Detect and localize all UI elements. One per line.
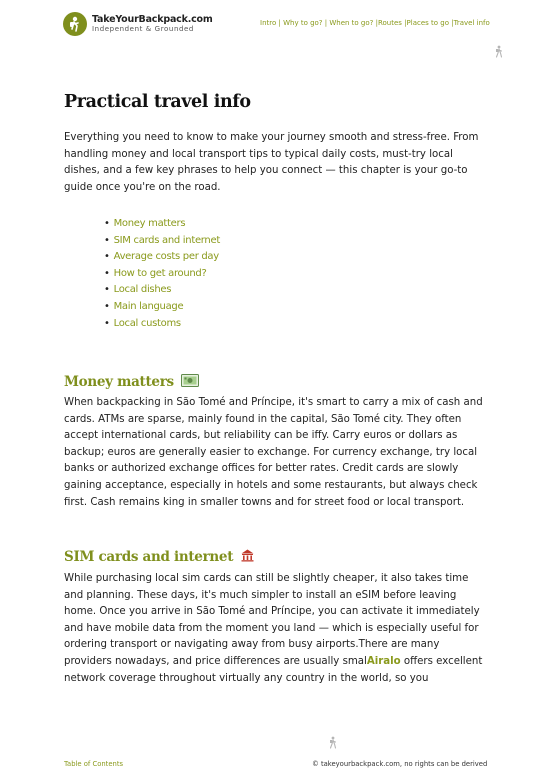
list-item	[104, 233, 220, 250]
nav-link-why-to-go[interactable]: Why to go?	[283, 19, 323, 27]
sim-text-before: While purchasing local sim cards can still be slightly cheaper, it also takes time and planning. These days, it's much simpler to install an eSIM before leaving home. Once you arrive in São Tomé and Príncipe, you can activate it immediately and have mobile data from the moment you land — which is especially useful for ordering transport or navigating away from busy airports.There are many providers nowadays, and price differences are usually smal	[64, 573, 480, 667]
toc-link-sim-cards[interactable]: SIM cards and internet	[113, 234, 220, 246]
list-item	[104, 216, 220, 233]
list-item	[104, 316, 220, 333]
nav-link-places-to-go[interactable]: Places to go	[406, 19, 449, 27]
section-list	[104, 216, 220, 332]
brand-logo-icon[interactable]	[63, 12, 87, 36]
money-section-heading	[64, 374, 199, 391]
toc-link-local-customs[interactable]: Local customs	[113, 317, 181, 329]
sim-text-after: offers excellent network coverage throughout virtually any country in the world, so you	[64, 655, 483, 684]
toc-link-main-language[interactable]: Main language	[113, 300, 184, 312]
sim-paragraph	[64, 571, 489, 687]
toc-link-money-matters[interactable]: Money matters	[113, 218, 186, 229]
nav-link-travel-info[interactable]: Travel info	[453, 19, 490, 27]
toc-link-average-costs[interactable]: Average costs per day	[113, 251, 219, 263]
toc-link-get-around[interactable]: How to get around?	[113, 267, 207, 279]
page-header	[0, 0, 550, 60]
nav-link-routes[interactable]: Routes	[377, 19, 402, 27]
intro-paragraph: Everything you need to know to make your journey smooth and stress-free. From handling money and local transport tips to typical daily costs, must-try local dishes, and a few key phrases to help you connect — this chapter is your go-to guide once you're on the road.	[64, 132, 479, 193]
nav-link-intro[interactable]: Intro	[260, 19, 277, 27]
sim-heading-text: SIM cards and internet	[64, 549, 234, 565]
money-heading-text: Money matters	[64, 374, 174, 390]
brand-tagline: Independent & Grounded	[92, 25, 194, 33]
hiker-icon	[494, 45, 504, 63]
list-item	[104, 299, 220, 316]
brand-name[interactable]: TakeYourBackpack.com	[92, 14, 213, 25]
footer-copyright: © takeyourbackpack.com, no rights can be derived	[312, 760, 488, 768]
bank-icon	[241, 549, 254, 566]
table-of-contents-link[interactable]: Table of Contents	[64, 760, 124, 768]
toc-link-local-dishes[interactable]: Local dishes	[113, 284, 172, 296]
money-paragraph: When backpacking in São Tomé and Príncipe, it's smart to carry a mix of cash and cards. ATMs are sparse, mainly found in the capital, São Tomé city. They often accept international cards, but reliability can be iffy. Carry euros or dollars as backup; euros are generally easier to exchange. For currency exchange, try local banks or authorized exchange offices for better rates. Credit cards are slowly gaining acceptance, especially in hotels and some restaurants, but always check first. Cash remains king in smaller towns and for street food or local transport.	[64, 397, 483, 508]
list-item	[104, 282, 220, 299]
top-navigation: Intro | Why to go? | When to go? |Routes |Places to go |Travel info	[260, 19, 490, 27]
list-item	[104, 266, 220, 283]
footer-hiker-icon	[328, 736, 338, 754]
nav-link-when-to-go[interactable]: When to go?	[329, 19, 374, 27]
money-icon	[181, 374, 199, 391]
page-title: Practical travel info	[64, 92, 251, 112]
list-item	[104, 249, 220, 266]
sim-section-heading	[64, 549, 254, 566]
airalo-link[interactable]: Airalo	[366, 655, 401, 667]
